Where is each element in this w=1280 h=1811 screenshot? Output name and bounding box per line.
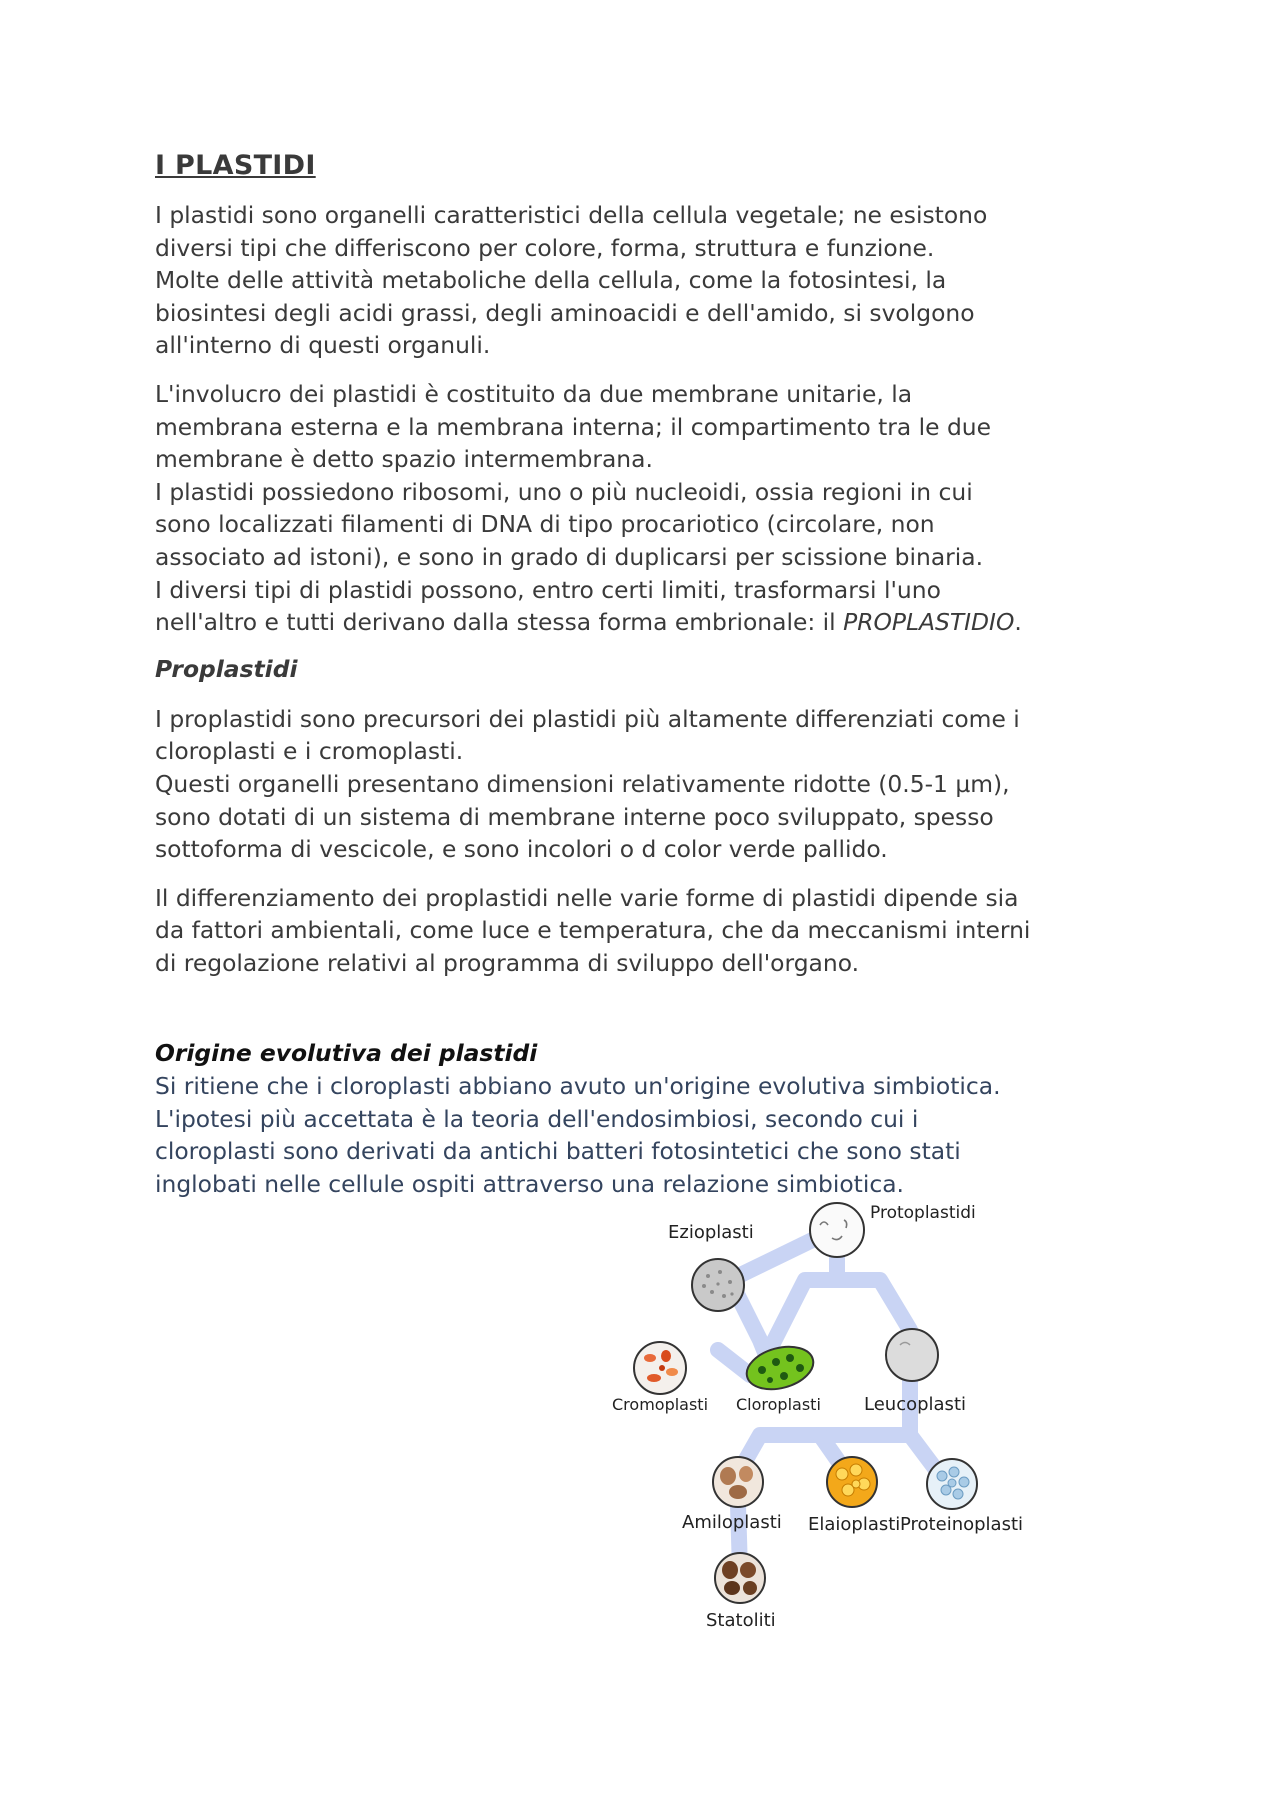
section-heading-proplastidi: Proplastidi <box>155 654 298 683</box>
text-line <box>155 606 1135 639</box>
connector-proto-leuco <box>837 1280 910 1330</box>
page-title: I PLASTIDI <box>155 150 316 181</box>
proplastidi-paragraph-1 <box>155 703 1135 866</box>
text-line: da fattori ambientali, come luce e temperatura, che da meccanismi interni <box>155 916 1031 945</box>
text-line: all'interno di questi organuli. <box>155 331 491 360</box>
label-statoliti: Statoliti <box>706 1610 776 1631</box>
plastid-lineage-svg <box>600 1200 1070 1640</box>
intro-paragraph-2 <box>155 378 1135 639</box>
plastid-diagram <box>600 1200 1070 1640</box>
label-ezioplasti: Ezioplasti <box>668 1222 754 1243</box>
intro-paragraph-1 <box>155 199 1135 362</box>
text-line: L'involucro dei plastidi è costituito da due membrane unitarie, la <box>155 379 913 408</box>
origine-paragraph <box>155 1070 1135 1200</box>
text-line: I plastidi sono organelli caratteristici della cellula vegetale; ne esistono <box>155 201 988 229</box>
text-line: membrane è detto spazio intermembrana. <box>155 445 653 474</box>
text-line: inglobati nelle cellule ospiti attraverso una relazione simbiotica. <box>155 1169 904 1198</box>
label-cromoplasti: Cromoplasti <box>612 1395 709 1414</box>
text-line: Molte delle attività metaboliche della cellula, come la fotosintesi, la <box>155 266 947 295</box>
statoliti-icon <box>715 1553 765 1603</box>
protoplastidi-icon <box>810 1203 864 1257</box>
text-line: Questi organelli presentano dimensioni relativamente ridotte (0.5-1 µm), <box>155 769 1010 798</box>
text-line: Si ritiene che i cloroplasti abbiano avuto un'origine evolutiva simbiotica. <box>155 1072 1001 1101</box>
label-protoplastidi: Protoplastidi <box>870 1203 976 1223</box>
document-page <box>155 150 1135 1200</box>
text-span: nell'altro e tutti derivano dalla stessa forma embrionale: il <box>155 608 844 637</box>
text-line: I proplastidi sono precursori dei plastidi più altamente differenziati come i <box>155 704 1020 733</box>
text-line: cloroplasti sono derivati da antichi batteri fotosintetici che sono stati <box>155 1137 961 1166</box>
label-cloroplasti: Cloroplasti <box>736 1395 821 1414</box>
cromoplasti-icon <box>634 1342 686 1394</box>
text-line: I plastidi possiedono ribosomi, uno o più nucleoidi, ossia regioni in cui <box>155 477 973 506</box>
text-line: L'ipotesi più accettata è la teoria dell'endosimbiosi, secondo cui i <box>155 1104 919 1133</box>
text-span: . <box>1014 608 1022 637</box>
text-line: I diversi tipi di plastidi possono, entro certi limiti, trasformarsi l'uno <box>155 575 941 604</box>
text-line: membrana esterna e la membrana interna; il compartimento tra le due <box>155 412 992 441</box>
proplastidi-paragraph-2 <box>155 882 1135 980</box>
elaioplasti-icon <box>827 1457 877 1507</box>
label-amiloplasti: Amiloplasti <box>682 1512 782 1533</box>
text-line: sono localizzati filamenti di DNA di tipo procariotico (circolare, non <box>155 510 935 539</box>
label-elaioplasti: Elaioplasti <box>808 1514 901 1535</box>
label-proteinoplasti: Proteinoplasti <box>900 1514 1024 1535</box>
section-heading-origine: Origine evolutiva dei plastidi <box>155 1039 538 1068</box>
ezioplasti-icon <box>692 1259 744 1311</box>
cloroplasti-icon <box>742 1340 818 1396</box>
text-line: cloroplasti e i cromoplasti. <box>155 737 464 766</box>
text-line: associato ad istoni), e sono in grado di duplicarsi per scissione binaria. <box>155 542 984 571</box>
text-line: biosintesi degli acidi grassi, degli aminoacidi e dell'amido, si svolgono <box>155 298 975 327</box>
text-line: sono dotati di un sistema di membrane interne poco sviluppato, spesso <box>155 802 994 831</box>
text-line: di regolazione relativi al programma di sviluppo dell'organo. <box>155 948 860 977</box>
amiloplasti-icon <box>713 1457 763 1507</box>
text-line: diversi tipi che differiscono per colore, forma, struttura e funzione. <box>155 233 935 262</box>
connector-proto-cloro <box>772 1255 837 1345</box>
leucoplasti-icon <box>886 1329 938 1381</box>
text-line: Il differenziamento dei proplastidi nelle varie forme di plastidi dipende sia <box>155 883 1019 912</box>
proteinoplasti-icon <box>927 1459 977 1509</box>
label-leucoplasti: Leucoplasti <box>864 1394 966 1415</box>
text-line: sottoforma di vescicole, e sono incolori o d color verde pallido. <box>155 835 888 864</box>
emphasis-term: PROPLASTIDIO <box>843 608 1015 637</box>
connector-cromo-cloro <box>718 1350 750 1375</box>
